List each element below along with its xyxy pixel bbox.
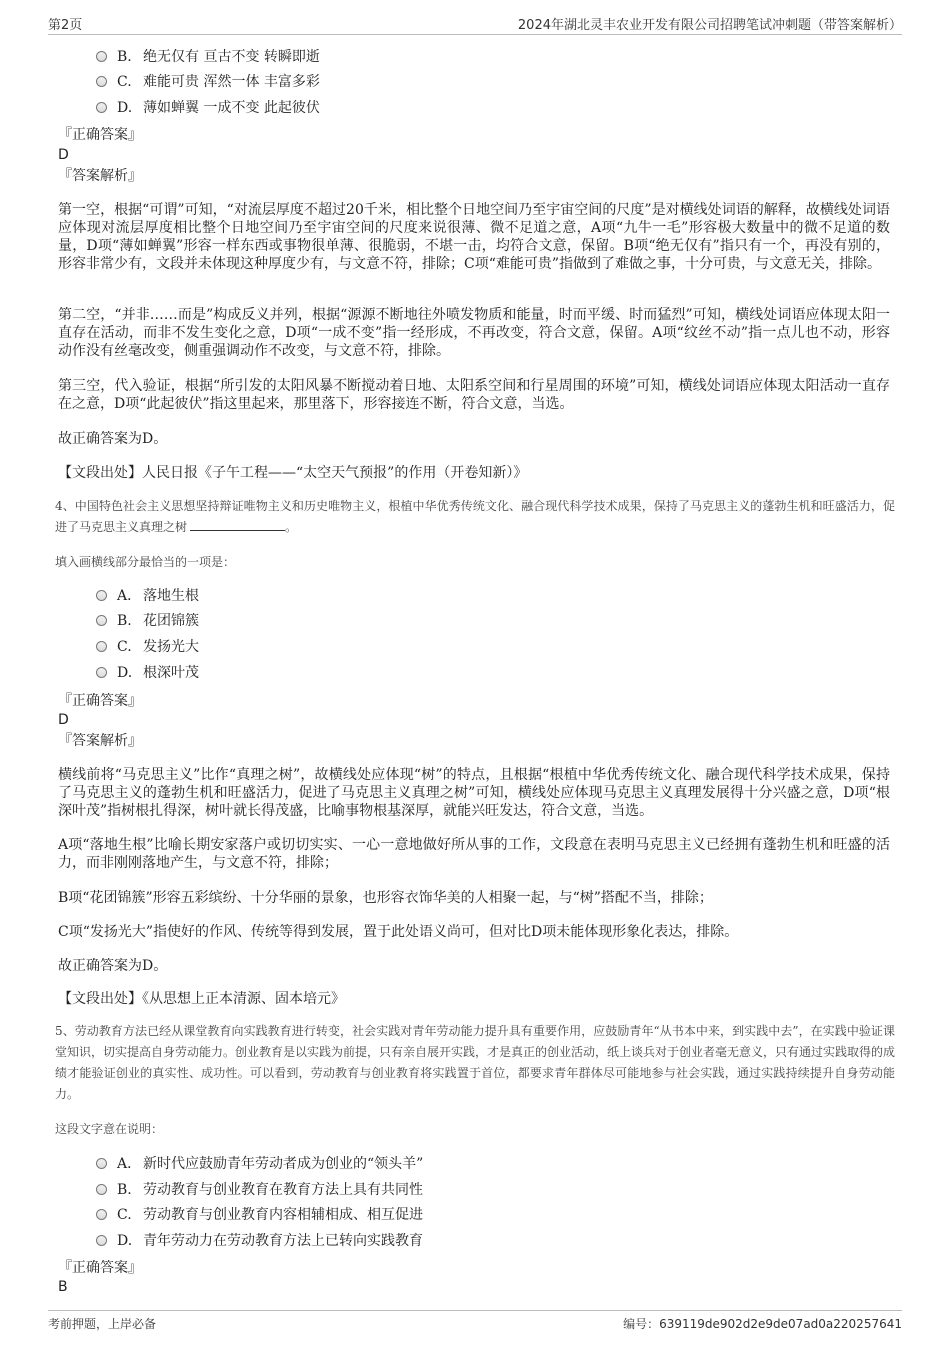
document-id: 编号：639119de902d2e9de07ad0a220257641 <box>623 1317 902 1331</box>
q3-answer-label: 『正确答案』 <box>58 127 142 143</box>
radio-icon[interactable] <box>96 51 107 62</box>
q5-option-b[interactable]: B. 劳动教育与创业教育在教育方法上具有共同性 <box>96 1181 423 1199</box>
radio-icon[interactable] <box>96 1158 107 1169</box>
q4-conclusion: 故正确答案为D。 <box>58 958 168 974</box>
footer-slogan: 考前押题，上岸必备 <box>48 1317 157 1331</box>
q3-source: 【文段出处】人民日报《子午工程——“太空天气预报”的作用（开卷知新）》 <box>58 465 528 481</box>
q3-conclusion: 故正确答案为D。 <box>58 431 168 447</box>
answer-blank <box>190 518 285 531</box>
q3-analysis-paragraph: 第二空，“并非……而是”构成反义并列，根据“源源不断地往外喷发物质和能量，时而平缓、时而猛烈”可知，横线处词语应体现太阳一直存在活动，而非不发生变化之意，D项“一成不变”指一经形成，不再改变，符合文意，保留。A项“纹丝不动”指一点儿也不动，形容动作没有丝毫改变，侧重强调动作不改变，与文意不符，排除。 <box>58 307 890 359</box>
radio-icon[interactable] <box>96 76 107 87</box>
radio-icon[interactable] <box>96 1235 107 1246</box>
q5-stem: 5、劳动教育方法已经从课堂教育向实践教育进行转变，社会实践对青年劳动能力提升具有重要作用，应鼓励青年“从书本中来，到实践中去”，在实践中验证课堂知识，切实提高自身劳动能力。创业教育是以实践为前提，只有亲自展开实践，才是真正的创业活动，纸上谈兵对于创业者毫无意义，只有通过实践取得的成绩才能验证创业的真实性、成功性。可以看到，劳动教育与创业教育将实践置于首位，都要求青年群体尽可能地参与社会实践，通过实践持续提升自身劳动能力。 <box>55 1024 896 1101</box>
q4-option-c[interactable]: C. 发扬光大 <box>96 638 199 656</box>
q4-source: 【文段出处】《从思想上正本清源、固本培元》 <box>58 991 345 1007</box>
q5-answer: B <box>58 1279 68 1295</box>
q5-option-c[interactable]: C. 劳动教育与创业教育内容相辅相成、相互促进 <box>96 1206 423 1224</box>
q4-option-a[interactable]: A． 落地生根 <box>96 587 199 605</box>
q3-analysis-paragraph: 第三空，代入验证，根据“所引发的太阳风暴不断搅动着日地、太阳系空间和行星周围的环境”可知，横线处词语应体现太阳活动一直存在之意，D项“此起彼伏”指这里起来，那里落下，形容接连不断，符合文意，当选。 <box>58 378 890 412</box>
q3-option-d[interactable]: D. 薄如蝉翼 一成不变 此起彼伏 <box>96 99 320 117</box>
q3-answer: D <box>58 147 69 163</box>
q4-analysis-paragraph: B项“花团锦簇”形容五彩缤纷、十分华丽的景象，也形容衣饰华美的人相聚一起，与“树”搭配不当，排除； <box>58 890 713 906</box>
q4-analysis-label: 『答案解析』 <box>58 733 142 749</box>
q4-analysis-paragraph: 横线前将“马克思主义”比作“真理之树”，故横线处应体现“树”的特点，且根据“根植中华优秀传统文化、融合现代科学技术成果，保持了马克思主义的蓬勃生机和旺盛活力，促进了马克思主义真理之树”可知，横线处应体现马克思主义真理发展得十分兴盛之意，D项“根深叶茂”指树根扎得深，树叶就长得茂盛，比喻事物根基深厚，就能兴旺发达，符合文意，当选。 <box>58 767 890 819</box>
q5-option-d[interactable]: D. 青年劳动力在劳动教育方法上已转向实践教育 <box>96 1232 423 1250</box>
q4-answer-label: 『正确答案』 <box>58 693 142 709</box>
q4-answer: D <box>58 712 69 728</box>
radio-icon[interactable] <box>96 102 107 113</box>
q4-option-d[interactable]: D. 根深叶茂 <box>96 664 199 682</box>
q4-prompt: 填入画横线部分最恰当的一项是： <box>55 555 236 569</box>
q4-stem: 4、中国特色社会主义思想坚持辩证唯物主义和历史唯物主义，根植中华优秀传统文化、融合现代科学技术成果，保持了马克思主义的蓬勃生机和旺盛活力，促进了马克思主义真理之树 。 <box>55 499 895 534</box>
q3-option-b[interactable]: B. 绝无仅有 亘古不变 转瞬即逝 <box>96 48 320 66</box>
q4-analysis-paragraph: C项“发扬光大”指使好的作风、传统等得到发展，置于此处语义尚可，但对比D项未能体现形象化表达，排除。 <box>58 924 739 940</box>
q5-answer-label: 『正确答案』 <box>58 1260 142 1276</box>
page-number: 第2页 <box>48 18 83 33</box>
document-title: 2024年湖北灵丰农业开发有限公司招聘笔试冲刺题（带答案解析） <box>517 18 902 33</box>
page-header <box>48 12 902 35</box>
radio-icon[interactable] <box>96 667 107 678</box>
q4-option-b[interactable]: B. 花团锦簇 <box>96 612 199 630</box>
radio-icon[interactable] <box>96 641 107 652</box>
page-footer <box>48 1310 902 1335</box>
radio-icon[interactable] <box>96 1184 107 1195</box>
radio-icon[interactable] <box>96 590 107 601</box>
q3-analysis-paragraph: 第一空，根据“可谓”可知，“对流层厚度不超过20千米，相比整个日地空间乃至宇宙空间的尺度”是对横线处词语的解释，故横线处词语应体现对流层厚度相比整个日地空间乃至宇宙空间的尺度来说很薄、微不足道之意，A项“九牛一毛”形容极大数量中的微不足道的数量，D项“薄如蝉翼”形容一样东西或事物很单薄、很脆弱，不堪一击，均符合文意，保留。B项“绝无仅有”指只有一个，再没有别的，形容非常少有，文段并未体现这种厚度少有，与文意不符，排除；C项“难能可贵”指做到了难做之事，十分可贵，与文意无关，排除。 <box>58 202 890 272</box>
q3-option-c[interactable]: C. 难能可贵 浑然一体 丰富多彩 <box>96 73 320 91</box>
q5-option-a[interactable]: A． 新时代应鼓励青年劳动者成为创业的“领头羊” <box>96 1155 423 1173</box>
q5-prompt: 这段文字意在说明： <box>55 1122 164 1136</box>
q3-analysis-label: 『答案解析』 <box>58 168 142 184</box>
radio-icon[interactable] <box>96 615 107 626</box>
radio-icon[interactable] <box>96 1209 107 1220</box>
q4-analysis-paragraph: A项“落地生根”比喻长期安家落户或切切实实、一心一意地做好所从事的工作，文段意在表明马克思主义已经拥有蓬勃生机和旺盛的活力，而非刚刚落地产生，与文意不符，排除； <box>58 837 890 871</box>
